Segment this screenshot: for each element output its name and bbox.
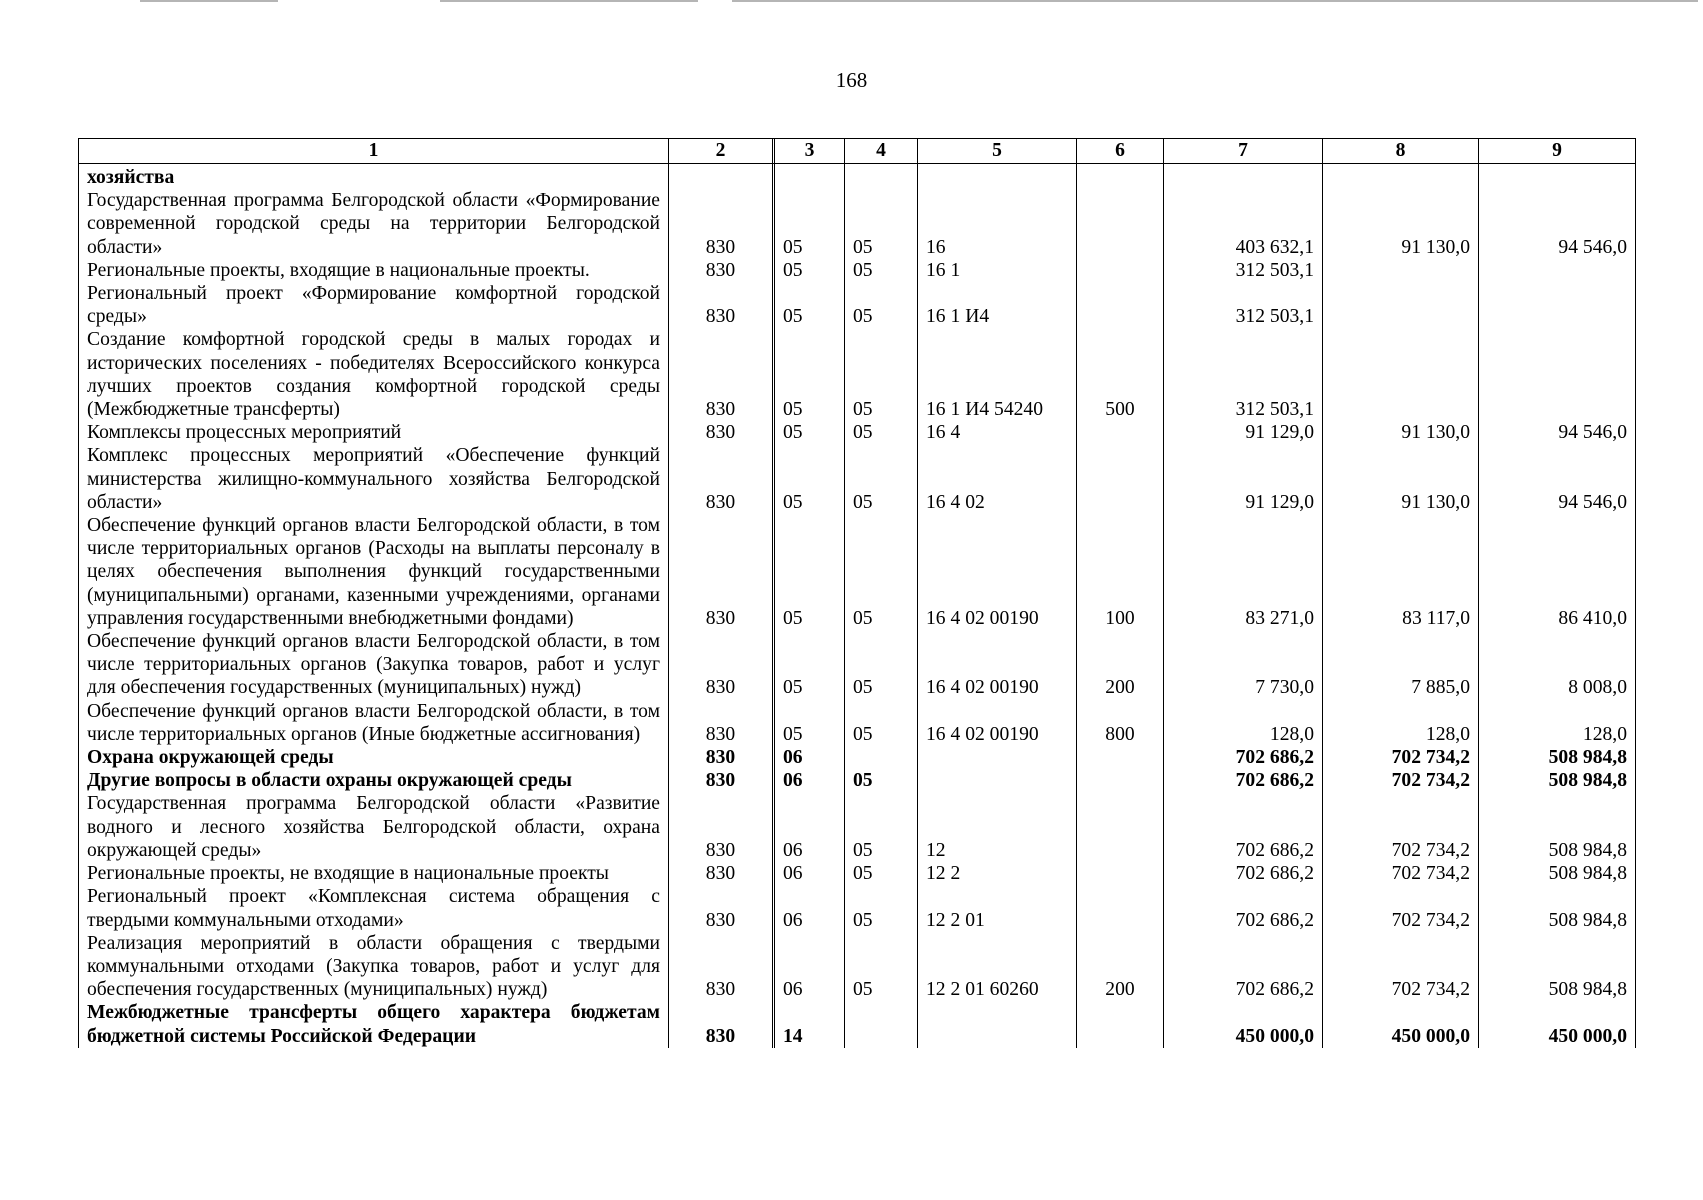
row-expense-type: 200 xyxy=(1077,932,1164,1002)
row-amount-col8: 702 734,2 xyxy=(1323,862,1479,885)
row-expense-type: 500 xyxy=(1077,328,1164,421)
row-name: Государственная программа Белгородской области «Развитие водного и лесного хозяйства Белгородской области, охрана окружающей среды» xyxy=(79,792,669,862)
column-header-2: 2 xyxy=(669,139,773,164)
row-subsection: 05 xyxy=(845,769,918,792)
row-name: Региональный проект «Формирование комфортной городской среды» xyxy=(79,282,669,328)
row-amount-col9: 94 546,0 xyxy=(1479,421,1636,444)
row-section: 05 xyxy=(775,189,845,259)
row-amount-col8: 7 885,0 xyxy=(1323,630,1479,700)
row-target-article: 16 xyxy=(918,189,1077,259)
budget-table xyxy=(78,138,1636,1048)
row-subsection: 05 xyxy=(845,444,918,514)
column-header-8: 8 xyxy=(1323,139,1479,164)
table-row xyxy=(79,792,1636,862)
row-amount-col8: 91 130,0 xyxy=(1323,444,1479,514)
row-amount-col8: 702 734,2 xyxy=(1323,746,1479,769)
row-expense-type xyxy=(1077,746,1164,769)
row-amount-col7: 702 686,2 xyxy=(1164,769,1323,792)
row-subsection: 05 xyxy=(845,932,918,1002)
row-amount-col7: 83 271,0 xyxy=(1164,514,1323,630)
row-amount-col7: 312 503,1 xyxy=(1164,328,1323,421)
row-name: хозяйства xyxy=(79,164,669,190)
table-row xyxy=(79,164,1636,190)
row-expense-type xyxy=(1077,189,1164,259)
row-amount-col8: 83 117,0 xyxy=(1323,514,1479,630)
row-amount-col9: 94 546,0 xyxy=(1479,189,1636,259)
row-name: Региональные проекты, не входящие в национальные проекты xyxy=(79,862,669,885)
row-amount-col8 xyxy=(1323,259,1479,282)
row-section: 05 xyxy=(775,259,845,282)
row-amount-col9: 508 984,8 xyxy=(1479,862,1636,885)
row-name: Реализация мероприятий в области обращения с твердыми коммунальными отходами (Закупка товаров, работ и услуг для обеспечения государственных (муниципальных) нужд) xyxy=(79,932,669,1002)
row-name: Охрана окружающей среды xyxy=(79,746,669,769)
row-amount-col7: 7 730,0 xyxy=(1164,630,1323,700)
row-amount-col7: 702 686,2 xyxy=(1164,862,1323,885)
row-amount-col9 xyxy=(1479,164,1636,190)
row-target-article: 12 2 xyxy=(918,862,1077,885)
row-target-article: 12 2 01 60260 xyxy=(918,932,1077,1002)
row-target-article: 12 xyxy=(918,792,1077,862)
table-row xyxy=(79,769,1636,792)
row-amount-col9: 94 546,0 xyxy=(1479,444,1636,514)
row-amount-col7: 91 129,0 xyxy=(1164,444,1323,514)
row-name: Комплекс процессных мероприятий «Обеспечение функций министерства жилищно-коммунального хозяйства Белгородской области» xyxy=(79,444,669,514)
table-row xyxy=(79,282,1636,328)
row-section xyxy=(775,164,845,190)
column-header-3: 3 xyxy=(775,139,845,164)
row-section: 05 xyxy=(775,282,845,328)
row-expense-type xyxy=(1077,282,1164,328)
row-amount-col7: 702 686,2 xyxy=(1164,885,1323,931)
row-section: 06 xyxy=(775,746,845,769)
row-subsection: 05 xyxy=(845,189,918,259)
table-row xyxy=(79,862,1636,885)
row-expense-type xyxy=(1077,862,1164,885)
row-amount-col7: 702 686,2 xyxy=(1164,746,1323,769)
row-amount-col7: 702 686,2 xyxy=(1164,932,1323,1002)
row-code: 830 xyxy=(669,328,773,421)
row-amount-col8: 702 734,2 xyxy=(1323,932,1479,1002)
table-body xyxy=(79,164,1636,1048)
column-header-1: 1 xyxy=(79,139,669,164)
row-subsection: 05 xyxy=(845,885,918,931)
table-row xyxy=(79,328,1636,421)
row-amount-col7: 91 129,0 xyxy=(1164,421,1323,444)
row-target-article: 16 4 02 xyxy=(918,444,1077,514)
row-target-article xyxy=(918,769,1077,792)
row-name: Комплексы процессных мероприятий xyxy=(79,421,669,444)
table-row xyxy=(79,700,1636,746)
row-subsection: 05 xyxy=(845,421,918,444)
row-amount-col8: 702 734,2 xyxy=(1323,885,1479,931)
row-amount-col9: 508 984,8 xyxy=(1479,746,1636,769)
row-expense-type xyxy=(1077,792,1164,862)
row-code: 830 xyxy=(669,792,773,862)
table-row xyxy=(79,630,1636,700)
row-expense-type: 800 xyxy=(1077,700,1164,746)
row-expense-type: 100 xyxy=(1077,514,1164,630)
row-expense-type xyxy=(1077,769,1164,792)
row-amount-col7: 128,0 xyxy=(1164,700,1323,746)
top-scan-rule xyxy=(732,0,1698,2)
column-header-5: 5 xyxy=(918,139,1077,164)
row-section: 05 xyxy=(775,328,845,421)
row-section: 06 xyxy=(775,862,845,885)
row-subsection: 05 xyxy=(845,259,918,282)
row-code xyxy=(669,164,773,190)
row-code: 830 xyxy=(669,746,773,769)
row-subsection xyxy=(845,746,918,769)
row-code: 830 xyxy=(669,259,773,282)
row-amount-col8: 91 130,0 xyxy=(1323,189,1479,259)
row-subsection: 05 xyxy=(845,630,918,700)
column-header-4: 4 xyxy=(845,139,918,164)
row-amount-col8: 91 130,0 xyxy=(1323,421,1479,444)
row-target-article: 16 4 02 00190 xyxy=(918,514,1077,630)
row-section: 06 xyxy=(775,885,845,931)
row-code: 830 xyxy=(669,862,773,885)
row-section: 05 xyxy=(775,444,845,514)
row-name: Другие вопросы в области охраны окружающей среды xyxy=(79,769,669,792)
row-target-article xyxy=(918,746,1077,769)
page-number: 168 xyxy=(835,68,868,92)
table-row xyxy=(79,421,1636,444)
row-section: 05 xyxy=(775,630,845,700)
row-amount-col8 xyxy=(1323,164,1479,190)
table-header-row xyxy=(79,139,1636,164)
row-code: 830 xyxy=(669,514,773,630)
row-amount-col9: 508 984,8 xyxy=(1479,885,1636,931)
row-code: 830 xyxy=(669,885,773,931)
row-amount-col8: 702 734,2 xyxy=(1323,769,1479,792)
row-name: Государственная программа Белгородской области «Формирование современной городской среды на территории Белгородской области» xyxy=(79,189,669,259)
row-section: 06 xyxy=(775,792,845,862)
row-target-article: 12 2 01 xyxy=(918,885,1077,931)
row-code: 830 xyxy=(669,769,773,792)
table-row xyxy=(79,932,1636,1002)
table-row xyxy=(79,444,1636,514)
row-code: 830 xyxy=(669,630,773,700)
row-target-article xyxy=(918,164,1077,190)
row-amount-col7: 450 000,0 xyxy=(1164,1001,1323,1047)
row-target-article xyxy=(918,1001,1077,1047)
column-header-7: 7 xyxy=(1164,139,1323,164)
row-subsection: 05 xyxy=(845,700,918,746)
row-code: 830 xyxy=(669,700,773,746)
row-expense-type xyxy=(1077,259,1164,282)
row-name: Обеспечение функций органов власти Белгородской области, в том числе территориальных органов (Расходы на выплаты персоналу в целях обеспечения выполнения функций государственными (муниципальными) органами, казенными учреждениями, органами управления государственными внебюджетными фондами) xyxy=(79,514,669,630)
row-section: 14 xyxy=(775,1001,845,1047)
table-row xyxy=(79,1001,1636,1047)
row-expense-type xyxy=(1077,421,1164,444)
row-name: Региональные проекты, входящие в национальные проекты. xyxy=(79,259,669,282)
row-amount-col7: 312 503,1 xyxy=(1164,259,1323,282)
row-subsection xyxy=(845,1001,918,1047)
top-scan-rule xyxy=(440,0,698,2)
row-amount-col9 xyxy=(1479,259,1636,282)
row-amount-col9: 450 000,0 xyxy=(1479,1001,1636,1047)
row-subsection: 05 xyxy=(845,282,918,328)
row-code: 830 xyxy=(669,444,773,514)
row-section: 05 xyxy=(775,421,845,444)
row-target-article: 16 4 xyxy=(918,421,1077,444)
row-amount-col9 xyxy=(1479,328,1636,421)
row-amount-col9: 86 410,0 xyxy=(1479,514,1636,630)
row-code: 830 xyxy=(669,1001,773,1047)
table-row xyxy=(79,885,1636,931)
row-amount-col9: 8 008,0 xyxy=(1479,630,1636,700)
row-amount-col7: 403 632,1 xyxy=(1164,189,1323,259)
row-amount-col7: 312 503,1 xyxy=(1164,282,1323,328)
row-target-article: 16 4 02 00190 xyxy=(918,700,1077,746)
row-subsection xyxy=(845,164,918,190)
row-section: 05 xyxy=(775,514,845,630)
row-code: 830 xyxy=(669,282,773,328)
row-subsection: 05 xyxy=(845,792,918,862)
row-expense-type: 200 xyxy=(1077,630,1164,700)
row-target-article: 16 1 xyxy=(918,259,1077,282)
row-name: Создание комфортной городской среды в малых городах и исторических поселениях - победителях Всероссийского конкурса лучших проектов создания комфортной городской среды (Межбюджетные трансферты) xyxy=(79,328,669,421)
row-subsection: 05 xyxy=(845,514,918,630)
row-expense-type xyxy=(1077,444,1164,514)
row-code: 830 xyxy=(669,189,773,259)
row-target-article: 16 1 И4 xyxy=(918,282,1077,328)
row-amount-col9: 508 984,8 xyxy=(1479,769,1636,792)
row-code: 830 xyxy=(669,421,773,444)
row-name: Межбюджетные трансферты общего характера бюджетам бюджетной системы Российской Федерации xyxy=(79,1001,669,1047)
row-amount-col9: 128,0 xyxy=(1479,700,1636,746)
row-target-article: 16 1 И4 54240 xyxy=(918,328,1077,421)
row-amount-col9: 508 984,8 xyxy=(1479,792,1636,862)
row-expense-type xyxy=(1077,885,1164,931)
row-section: 06 xyxy=(775,769,845,792)
top-scan-rule xyxy=(140,0,278,2)
row-subsection: 05 xyxy=(845,862,918,885)
row-amount-col8 xyxy=(1323,282,1479,328)
row-amount-col8: 702 734,2 xyxy=(1323,792,1479,862)
row-name: Региональный проект «Комплексная система обращения с твердыми коммунальными отходами» xyxy=(79,885,669,931)
row-amount-col9 xyxy=(1479,282,1636,328)
table-row xyxy=(79,189,1636,259)
table-row xyxy=(79,514,1636,630)
row-amount-col9: 508 984,8 xyxy=(1479,932,1636,1002)
column-header-9: 9 xyxy=(1479,139,1636,164)
row-amount-col7 xyxy=(1164,164,1323,190)
row-name: Обеспечение функций органов власти Белгородской области, в том числе территориальных органов (Закупка товаров, работ и услуг для обеспечения государственных (муниципальных) нужд) xyxy=(79,630,669,700)
row-subsection: 05 xyxy=(845,328,918,421)
row-section: 06 xyxy=(775,932,845,1002)
row-amount-col7: 702 686,2 xyxy=(1164,792,1323,862)
column-header-6: 6 xyxy=(1077,139,1164,164)
row-target-article: 16 4 02 00190 xyxy=(918,630,1077,700)
table-row xyxy=(79,746,1636,769)
row-amount-col8: 128,0 xyxy=(1323,700,1479,746)
row-name: Обеспечение функций органов власти Белгородской области, в том числе территориальных органов (Иные бюджетные ассигнования) xyxy=(79,700,669,746)
row-expense-type xyxy=(1077,1001,1164,1047)
row-amount-col8 xyxy=(1323,328,1479,421)
row-expense-type xyxy=(1077,164,1164,190)
row-section: 05 xyxy=(775,700,845,746)
row-code: 830 xyxy=(669,932,773,1002)
table-row xyxy=(79,259,1636,282)
row-amount-col8: 450 000,0 xyxy=(1323,1001,1479,1047)
